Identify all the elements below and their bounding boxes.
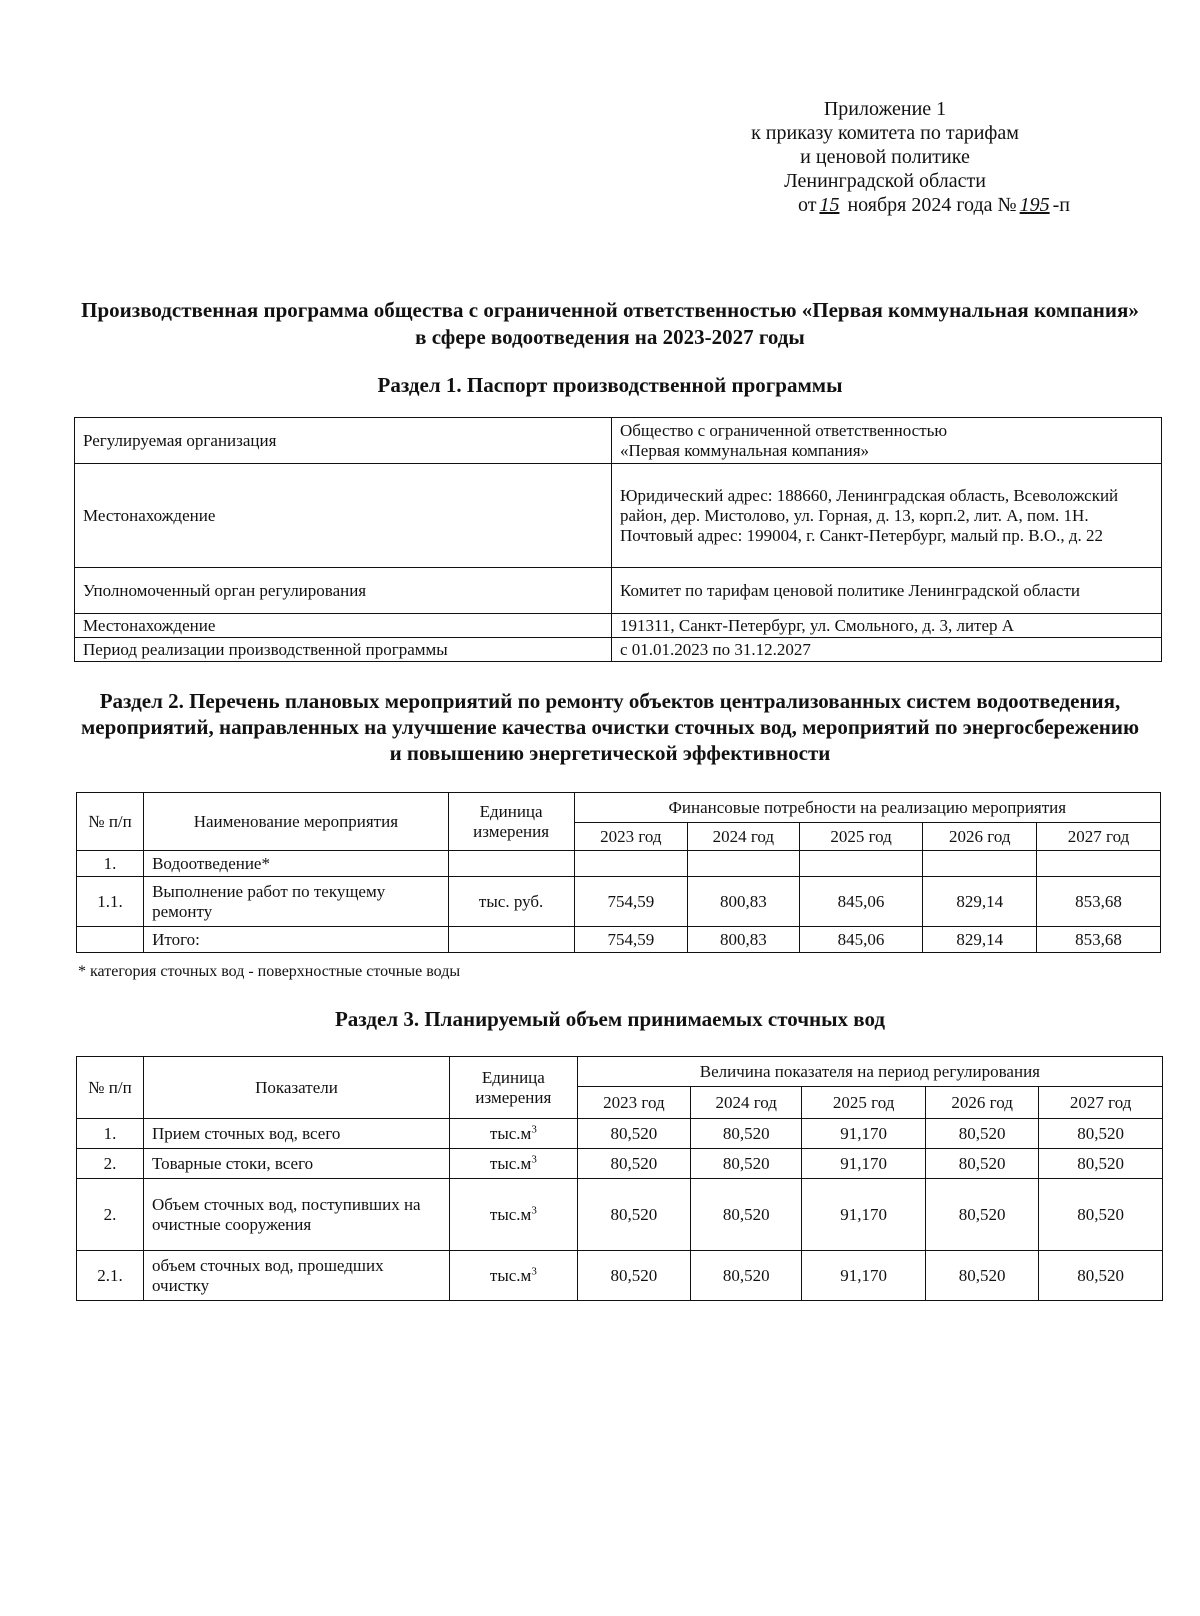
- col-name-header: Показатели: [143, 1057, 449, 1119]
- appendix-line: Ленинградской области: [784, 170, 986, 192]
- passport-value-line: 191311, Санкт-Петербург, ул. Смольного, д. 3, литер А: [620, 615, 1015, 635]
- passport-row: [75, 638, 1162, 662]
- wastewater-volume-table: [76, 1056, 1163, 1301]
- section2-heading: Раздел 2. Перечень плановых мероприятий по ремонту объектов централизованных систем водоотведения, мероприятий, направленных на улучшение качества очистки сточных вод, мероприятий по энергосбережению и повышению энергетической эффективности: [80, 689, 1140, 765]
- date-day: 15: [819, 194, 840, 216]
- row-value: 829,14: [923, 927, 1037, 953]
- section3-heading: Раздел 3. Планируемый объем принимаемых сточных вод: [334, 1007, 886, 1031]
- row-value: 80,520: [925, 1149, 1038, 1179]
- passport-value: [612, 568, 1162, 614]
- year-header: 2026 год: [923, 823, 1037, 851]
- passport-row: [75, 614, 1162, 638]
- row-value: 80,520: [577, 1179, 690, 1251]
- passport-value: [612, 464, 1162, 568]
- year-header: 2024 год: [691, 1087, 802, 1119]
- passport-table: [74, 417, 1162, 662]
- activities-table: [76, 792, 1161, 953]
- row-number: 1.1.: [77, 877, 144, 927]
- row-value: 800,83: [688, 927, 799, 953]
- passport-value-line: Почтовый адрес: 199004, г. Санкт-Петербург, малый пр. В.О., д. 22: [620, 525, 1104, 545]
- row-value: 91,170: [802, 1119, 926, 1149]
- row-unit: [448, 851, 574, 877]
- row-unit: тыс. руб.: [448, 877, 574, 927]
- unit-exponent: 3: [531, 1152, 537, 1165]
- row-number: 2.: [77, 1179, 144, 1251]
- passport-value: [612, 418, 1162, 464]
- appendix-line: и ценовой политике: [800, 146, 970, 168]
- row-name: Товарные стоки, всего: [143, 1149, 449, 1179]
- row-number: 1.: [77, 851, 144, 877]
- row-value: 80,520: [1039, 1179, 1163, 1251]
- row-value: 829,14: [923, 877, 1037, 927]
- row-value: 80,520: [577, 1149, 690, 1179]
- row-unit: [449, 1251, 577, 1301]
- row-value: [923, 851, 1037, 877]
- passport-label: Период реализации производственной программы: [75, 638, 612, 662]
- appendix-line: к приказу комитета по тарифам: [751, 122, 1019, 144]
- unit-exponent: 3: [531, 1264, 537, 1277]
- row-value: 754,59: [574, 877, 688, 927]
- row-value: 80,520: [691, 1251, 802, 1301]
- row-value: 754,59: [574, 927, 688, 953]
- passport-value-line: с 01.01.2023 по 31.12.2027: [620, 639, 811, 659]
- row-name: Прием сточных вод, всего: [143, 1119, 449, 1149]
- row-value: 91,170: [802, 1149, 926, 1179]
- table-row: [77, 1251, 1163, 1301]
- passport-row: [75, 418, 1162, 464]
- row-value: 80,520: [1039, 1119, 1163, 1149]
- col-unit-header: Единица измерения: [449, 1057, 577, 1119]
- row-name: Водоотведение*: [144, 851, 449, 877]
- row-value: 80,520: [925, 1179, 1038, 1251]
- unit-base: тыс.м: [489, 1123, 532, 1143]
- document-title: Производственная программа общества с ограниченной ответственностью «Первая коммунальная компания» в сфере водоотведения на 2023-2027 годы: [81, 298, 1139, 349]
- row-name: Выполнение работ по текущему ремонту: [144, 877, 449, 927]
- unit-base: тыс.м: [489, 1204, 532, 1224]
- row-name: Объем сточных вод, поступивших на очистные сооружения: [143, 1179, 449, 1251]
- date-suffix: -п: [1052, 194, 1070, 216]
- row-number: 1.: [77, 1119, 144, 1149]
- appendix-header: [700, 97, 1070, 217]
- passport-label: Регулируемая организация: [75, 418, 612, 464]
- row-value: [799, 851, 923, 877]
- date-mid: ноября 2024 года №: [847, 194, 1017, 216]
- passport-value-line: Общество с ограниченной ответственностью: [620, 420, 948, 440]
- row-value: 80,520: [1039, 1251, 1163, 1301]
- passport-label: Местонахождение: [75, 464, 612, 568]
- row-name: объем сточных вод, прошедших очистку: [143, 1251, 449, 1301]
- unit-exponent: 3: [531, 1203, 537, 1216]
- row-number: 2.: [77, 1149, 144, 1179]
- row-value: 80,520: [577, 1119, 690, 1149]
- row-unit: [448, 927, 574, 953]
- col-group-header: Величина показателя на период регулирования: [577, 1057, 1162, 1087]
- row-name: Итого:: [144, 927, 449, 953]
- year-header: 2027 год: [1037, 823, 1161, 851]
- year-header: 2023 год: [574, 823, 688, 851]
- table-row: [77, 1179, 1163, 1251]
- col-unit-header: Единица измерения: [448, 793, 574, 851]
- row-value: 80,520: [691, 1119, 802, 1149]
- row-unit: [449, 1119, 577, 1149]
- year-header: 2025 год: [799, 823, 923, 851]
- row-value: 853,68: [1037, 877, 1161, 927]
- row-value: 80,520: [577, 1251, 690, 1301]
- unit-base: тыс.м: [489, 1153, 532, 1173]
- row-value: 80,520: [925, 1251, 1038, 1301]
- row-value: 80,520: [925, 1119, 1038, 1149]
- table-row: [77, 927, 1161, 953]
- footnote: * категория сточных вод - поверхностные сточные воды: [78, 963, 461, 980]
- row-value: 80,520: [691, 1149, 802, 1179]
- row-value: [1037, 851, 1161, 877]
- row-number: 2.1.: [77, 1251, 144, 1301]
- passport-value: [612, 638, 1162, 662]
- passport-value-line: Юридический адрес: 188660, Ленинградская область, Всеволожский район, дер. Мистолово, ул. Горная, д. 13, корп.2, лит. А, пом. 1Н.: [620, 485, 1119, 525]
- row-value: 91,170: [802, 1251, 926, 1301]
- row-value: 845,06: [799, 927, 923, 953]
- passport-value-line: «Первая коммунальная компания»: [620, 440, 870, 460]
- unit-base: тыс.м: [489, 1265, 532, 1285]
- passport-label: Местонахождение: [75, 614, 612, 638]
- row-value: 80,520: [1039, 1149, 1163, 1179]
- row-unit: [449, 1179, 577, 1251]
- col-group-header: Финансовые потребности на реализацию мероприятия: [574, 793, 1160, 823]
- passport-row: [75, 568, 1162, 614]
- row-value: [688, 851, 799, 877]
- appendix-line: Приложение 1: [823, 98, 947, 120]
- year-header: 2027 год: [1039, 1087, 1163, 1119]
- year-header: 2023 год: [577, 1087, 690, 1119]
- row-number: [77, 927, 144, 953]
- row-value: [574, 851, 688, 877]
- row-value: 80,520: [691, 1179, 802, 1251]
- row-value: 845,06: [799, 877, 923, 927]
- order-date-line: [700, 193, 1070, 217]
- row-value: 853,68: [1037, 927, 1161, 953]
- table-row: [77, 877, 1161, 927]
- year-header: 2024 год: [688, 823, 799, 851]
- row-value: 800,83: [688, 877, 799, 927]
- table-row: [77, 1119, 1163, 1149]
- row-value: 91,170: [802, 1179, 926, 1251]
- date-prefix: от: [797, 194, 817, 216]
- row-unit: [449, 1149, 577, 1179]
- table-row: [77, 1149, 1163, 1179]
- col-num-header: № п/п: [77, 793, 144, 851]
- year-header: 2025 год: [802, 1087, 926, 1119]
- unit-exponent: 3: [531, 1122, 537, 1135]
- passport-row: [75, 464, 1162, 568]
- passport-value-line: Комитет по тарифам ценовой политике Ленинградской области: [620, 580, 1081, 600]
- passport-value: [612, 614, 1162, 638]
- section1-heading: Раздел 1. Паспорт производственной программы: [377, 373, 843, 397]
- table-row: [77, 851, 1161, 877]
- col-name-header: Наименование мероприятия: [144, 793, 449, 851]
- passport-label: Уполномоченный орган регулирования: [75, 568, 612, 614]
- year-header: 2026 год: [925, 1087, 1038, 1119]
- order-number: 195: [1019, 194, 1050, 216]
- col-num-header: № п/п: [77, 1057, 144, 1119]
